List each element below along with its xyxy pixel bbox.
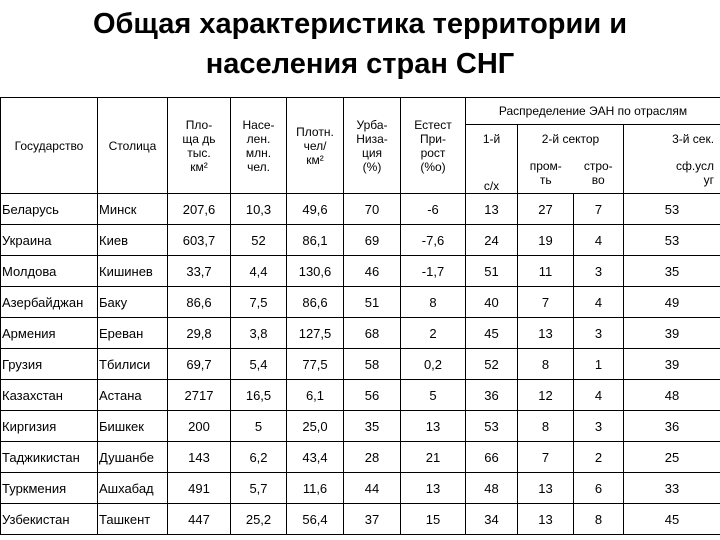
- cell-area: 33,7: [168, 256, 231, 287]
- cell-area: 207,6: [168, 194, 231, 225]
- cell-country: Таджикистан: [1, 442, 98, 473]
- cell-construction: 7: [574, 194, 624, 225]
- cell-construction: 4: [574, 225, 624, 256]
- header-sector2: 2-й сектор: [518, 125, 624, 154]
- cell-density: 86,1: [287, 225, 344, 256]
- cell-industry: 8: [518, 411, 574, 442]
- cell-agri: 51: [466, 256, 518, 287]
- cell-services: 53: [624, 194, 720, 225]
- cell-country: Грузия: [1, 349, 98, 380]
- cell-growth: 8: [401, 287, 466, 318]
- cell-services: 36: [624, 411, 720, 442]
- title-line-1: Общая характеристика территории и: [92, 8, 628, 40]
- cell-services: 49: [624, 287, 720, 318]
- cell-services: 48: [624, 380, 720, 411]
- cell-industry: 11: [518, 256, 574, 287]
- cell-population: 5,4: [231, 349, 287, 380]
- cell-urban: 68: [344, 318, 401, 349]
- cell-growth: -6: [401, 194, 466, 225]
- header-agri: с/х: [466, 153, 518, 194]
- header-urbanization: Урба- Низа- ция (%): [344, 98, 401, 194]
- cell-construction: 8: [574, 504, 624, 535]
- cell-services: 53: [624, 225, 720, 256]
- cell-urban: 35: [344, 411, 401, 442]
- cell-construction: 4: [574, 380, 624, 411]
- cell-population: 16,5: [231, 380, 287, 411]
- cell-capital: Душанбе: [98, 442, 168, 473]
- cell-urban: 28: [344, 442, 401, 473]
- cell-urban: 46: [344, 256, 401, 287]
- header-capital: [98, 98, 168, 194]
- cell-growth: 5: [401, 380, 466, 411]
- cell-area: 200: [168, 411, 231, 442]
- cell-population: 52: [231, 225, 287, 256]
- page-title: [0, 4, 720, 84]
- cell-growth: 15: [401, 504, 466, 535]
- cell-growth: 13: [401, 473, 466, 504]
- cell-country: Казахстан: [1, 380, 98, 411]
- cell-urban: 70: [344, 194, 401, 225]
- header-sector1: 1-й: [466, 125, 518, 154]
- cell-population: 6,2: [231, 442, 287, 473]
- cell-industry: 27: [518, 194, 574, 225]
- cell-area: 143: [168, 442, 231, 473]
- cell-construction: 3: [574, 256, 624, 287]
- table-row: [1, 442, 720, 473]
- cell-agri: 34: [466, 504, 518, 535]
- cell-industry: 12: [518, 380, 574, 411]
- cell-population: 25,2: [231, 504, 287, 535]
- table-body: [1, 194, 720, 535]
- cell-construction: 3: [574, 318, 624, 349]
- cell-density: 6,1: [287, 380, 344, 411]
- cell-density: 86,6: [287, 287, 344, 318]
- header-area: Пло- ща дь тыс. км²: [168, 98, 231, 194]
- cell-area: 603,7: [168, 225, 231, 256]
- cell-capital: Баку: [98, 287, 168, 318]
- header-natural-growth: Естест При- рост (%о): [401, 98, 466, 194]
- cell-population: 5,7: [231, 473, 287, 504]
- cell-urban: 37: [344, 504, 401, 535]
- cell-density: 43,4: [287, 442, 344, 473]
- table-row: [1, 194, 720, 225]
- cell-industry: 13: [518, 504, 574, 535]
- cell-capital: Киев: [98, 225, 168, 256]
- header-population: Насе- лен. млн. чел.: [231, 98, 287, 194]
- cell-urban: 44: [344, 473, 401, 504]
- cell-services: 39: [624, 318, 720, 349]
- cell-industry: 19: [518, 225, 574, 256]
- cell-population: 7,5: [231, 287, 287, 318]
- cell-urban: 58: [344, 349, 401, 380]
- header-distribution: Распределение ЭАН по отраслям: [466, 98, 720, 125]
- header-capital-label: Столица: [108, 138, 157, 153]
- cell-agri: 24: [466, 225, 518, 256]
- cell-agri: 48: [466, 473, 518, 504]
- cell-density: 49,6: [287, 194, 344, 225]
- cell-agri: 53: [466, 411, 518, 442]
- cell-capital: Тбилиси: [98, 349, 168, 380]
- table-row: [1, 473, 720, 504]
- cell-density: 56,4: [287, 504, 344, 535]
- cell-agri: 36: [466, 380, 518, 411]
- cell-agri: 40: [466, 287, 518, 318]
- cell-urban: 51: [344, 287, 401, 318]
- header-construction: стро- во: [574, 153, 624, 194]
- cell-growth: 13: [401, 411, 466, 442]
- table-row: [1, 411, 720, 442]
- cell-capital: Кишинев: [98, 256, 168, 287]
- cell-agri: 45: [466, 318, 518, 349]
- table-row: [1, 256, 720, 287]
- cell-density: 127,5: [287, 318, 344, 349]
- cell-urban: 56: [344, 380, 401, 411]
- cell-capital: Ереван: [98, 318, 168, 349]
- header-sector3: 3-й сек.: [624, 125, 720, 154]
- header-services: сф.усл уг: [624, 153, 720, 194]
- table-row: [1, 318, 720, 349]
- cell-country: Туркмения: [1, 473, 98, 504]
- cell-urban: 69: [344, 225, 401, 256]
- cell-area: 29,8: [168, 318, 231, 349]
- cell-country: Азербайджан: [1, 287, 98, 318]
- cell-industry: 8: [518, 349, 574, 380]
- cell-capital: Ташкент: [98, 504, 168, 535]
- cell-industry: 13: [518, 473, 574, 504]
- cell-agri: 66: [466, 442, 518, 473]
- cell-capital: Минск: [98, 194, 168, 225]
- cell-services: 35: [624, 256, 720, 287]
- cell-area: 491: [168, 473, 231, 504]
- cell-population: 3,8: [231, 318, 287, 349]
- cell-area: 86,6: [168, 287, 231, 318]
- table-row: [1, 504, 720, 535]
- cell-construction: 3: [574, 411, 624, 442]
- cell-services: 45: [624, 504, 720, 535]
- cell-area: 2717: [168, 380, 231, 411]
- cell-population: 4,4: [231, 256, 287, 287]
- cell-density: 77,5: [287, 349, 344, 380]
- cell-industry: 7: [518, 287, 574, 318]
- table-row: [1, 287, 720, 318]
- cell-area: 447: [168, 504, 231, 535]
- table-header: [1, 98, 720, 194]
- cell-area: 69,7: [168, 349, 231, 380]
- cell-services: 39: [624, 349, 720, 380]
- cis-data-table: [0, 97, 720, 535]
- header-country-label: Государство: [14, 138, 84, 153]
- cell-country: Молдова: [1, 256, 98, 287]
- cell-country: Армения: [1, 318, 98, 349]
- cell-density: 130,6: [287, 256, 344, 287]
- cell-density: 11,6: [287, 473, 344, 504]
- cell-services: 25: [624, 442, 720, 473]
- cell-construction: 2: [574, 442, 624, 473]
- cell-growth: 2: [401, 318, 466, 349]
- cell-country: Украина: [1, 225, 98, 256]
- cell-services: 33: [624, 473, 720, 504]
- cell-industry: 13: [518, 318, 574, 349]
- table-row: [1, 349, 720, 380]
- cell-growth: -1,7: [401, 256, 466, 287]
- cell-country: Узбекистан: [1, 504, 98, 535]
- cell-agri: 52: [466, 349, 518, 380]
- table-row: [1, 225, 720, 256]
- cell-country: Киргизия: [1, 411, 98, 442]
- table-row: [1, 380, 720, 411]
- cell-country: Беларусь: [1, 194, 98, 225]
- cell-growth: 21: [401, 442, 466, 473]
- cell-construction: 1: [574, 349, 624, 380]
- cell-density: 25,0: [287, 411, 344, 442]
- cell-industry: 7: [518, 442, 574, 473]
- cell-growth: 0,2: [401, 349, 466, 380]
- cell-capital: Астана: [98, 380, 168, 411]
- header-industry: пром- ть: [518, 153, 574, 194]
- cell-capital: Ашхабад: [98, 473, 168, 504]
- header-density: Плотн. чел/ км²: [287, 98, 344, 194]
- cell-population: 10,3: [231, 194, 287, 225]
- cell-population: 5: [231, 411, 287, 442]
- header-country: [1, 98, 98, 194]
- cell-construction: 4: [574, 287, 624, 318]
- cell-capital: Бишкек: [98, 411, 168, 442]
- cell-construction: 6: [574, 473, 624, 504]
- cell-agri: 13: [466, 194, 518, 225]
- cell-growth: -7,6: [401, 225, 466, 256]
- title-line-2: населения стран СНГ: [205, 48, 515, 80]
